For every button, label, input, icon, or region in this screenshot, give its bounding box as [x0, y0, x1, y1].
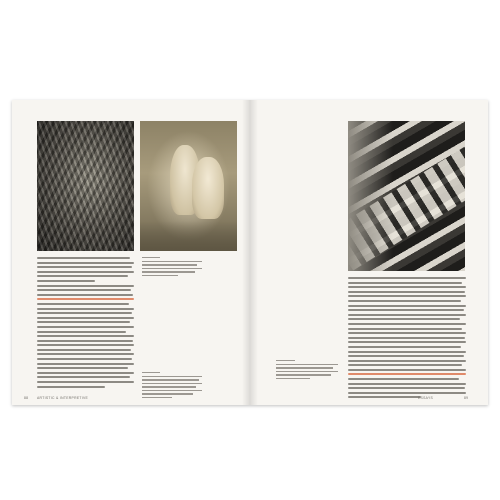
figure-caption — [142, 372, 202, 401]
two-girls-photograph — [140, 121, 237, 251]
tree-bark-photograph — [37, 121, 134, 251]
figure-caption — [276, 360, 338, 381]
body-text-column — [348, 277, 469, 401]
page-number-right: 89 — [464, 396, 469, 400]
body-text-column — [37, 257, 134, 390]
shadow-gradient — [348, 121, 393, 271]
running-head-right: ESSAYS — [418, 396, 434, 400]
book-spread — [12, 100, 488, 405]
girl-figure — [192, 157, 224, 219]
ground-shading — [140, 221, 237, 251]
running-head-left: ARTISTIC & INTERPRETIVE — [37, 396, 89, 400]
abstract-light-photograph — [348, 121, 465, 271]
left-page — [12, 100, 250, 405]
page-number-left: 88 — [24, 396, 29, 400]
figure-caption — [142, 257, 202, 278]
right-page — [250, 100, 488, 405]
book-gutter — [242, 100, 258, 405]
